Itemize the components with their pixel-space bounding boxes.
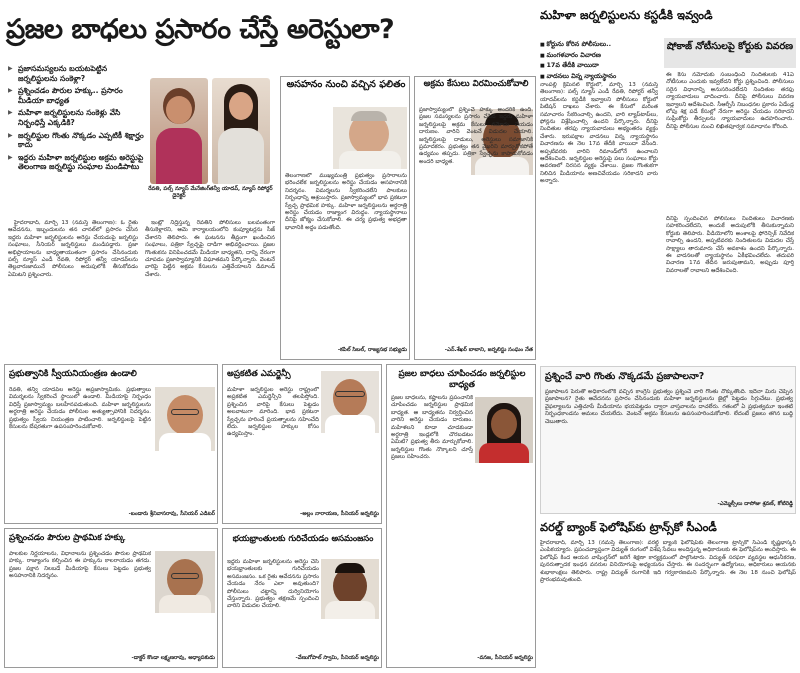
prashnisthe-title: ప్రశ్నించే వారి గొంతు నొక్కడమే ప్రజాపాలనా?	[545, 371, 705, 382]
shokaj-box	[664, 38, 796, 360]
mahila-point: ■ మంగళవారం విచారణ	[540, 51, 660, 62]
revathi-photo	[150, 78, 208, 184]
kapil-sibal-text	[285, 107, 331, 173]
kapil-sibal-photo	[333, 107, 407, 169]
kapil-sibal-title: అసహనం నుంచి వచ్చిన ఫలితం	[286, 79, 406, 90]
bhayabhranthula-box	[222, 528, 382, 668]
mahila-body: నాంపల్లి క్రిమినల్ కోర్టులో, మార్చి 13 (నమస్తే తెలంగాణ): పల్స్ న్యూస్ ఎండీ రేవతి, రిపోర్టర్ తన్వీ యాదవ్‌లను కస్టడీకి ఇవ్వాలని పోలీసులు కోర్టులో పిటిషన్ దాఖలు చేశారు. ఈ కేసులో మరింత సమాచారం సేకరించాల్సి ఉందని, వారి ల్యాప్‌టాప్‌లు, ఫోన్లను విశ్లేషించాల్సి ఉందని పేర్కొన్నారు. దీనిపై నిందితుల తరఫు న్యాయవాదులు అభ్యంతరం వ్యక్తం చేశారు. ఇరుపక్షాల వాదనలు విన్న న్యాయస్థానం విచారణను ఈ నెల 17వ తేదీకి వాయిదా వేసింది. అప్పటివరకు వారిని రిమాండ్‌లోనే ఉంచాలని ఆదేశించింది. జర్నలిస్టుల అరెస్టుపై పలు సంఘాలు కోర్టు ఆవరణలో నిరసన వ్యక్తం చేశాయి. ప్రజల గొంతుకగా నిలిచిన మీడియాను అణచివేయడం సరికాదని వారు అన్నారు.	[540, 82, 658, 185]
bullet-item: ▶ ఇద్దరు మహిళా జర్నలిస్టుల అక్రమ అరెస్టుపై తెలంగాణ జర్నలిస్టు సంఘాల మండిపాటు	[8, 153, 148, 172]
headline-bullets	[8, 64, 148, 175]
shokaj-title: షోకాజ్ నోటీసులపై కోర్టుకు వివరణ	[666, 41, 794, 52]
bullet-item: ▶ మహిళా జర్నలిస్టులను సంకెళ్లు వేసి నిర్బంధిస్తే ఎక్కడికి?	[8, 108, 148, 127]
allam-photo	[321, 371, 379, 433]
prashninchadam-title: ప్రశ్నించడం పౌరుల ప్రాథమిక హక్కు	[9, 533, 126, 543]
kapil-sibal-byline: -కపిల్ సిబల్, రాజ్యసభ సభ్యుడు	[337, 347, 407, 353]
prashninchadam-box	[4, 528, 218, 668]
bandaru-photo	[155, 387, 215, 451]
prashninchadam-body: పాలకుల నిర్ణయాలను, విధానాలను ప్రశ్నించడం పౌరుల ప్రాథమిక హక్కు. రాజ్యాంగం కల్పించిన ఈ హక్కును కాలరాయడం తగదు. ప్రజల పక్షాన నిలబడే మీడియాపై కేసులు పెట్టడం ప్రభుత్వ అసహనానికి నిదర్శనం.	[9, 551, 151, 580]
bullet-item: ▶ ప్రశ్నించడం పౌరుల హక్కు.. ప్రసారం మీడియా బాధ్యత	[8, 86, 148, 105]
prabhutvam-title: ప్రభుత్వానికి స్వీయనియంత్రణ ఉండాలి	[9, 369, 137, 379]
prashnisthe-body: ప్రజాపాలన పేరుతో అధికారంలోకి వచ్చిన కాంగ్రెస్ ప్రభుత్వం ప్రశ్నించే వారి గొంతు నొక్కుతోంది. ఇదేనా మీరు చెప్పిన ప్రజాపాలన? రైతు ఆవేదనను ప్రసారం చేసినందుకు మహిళా జర్నలిస్టులను జైల్లో పెట్టడం సిగ్గుచేటు. ప్రభుత్వ వైఫల్యాలను ఎత్తిచూపే మీడియాను భయపెట్టడం ద్వారా వాస్తవాలను దాచలేరు. గతంలో ఏ ప్రభుత్వమూ ఇంతటి నిర్బంధకాండను అమలు చేయలేదు. వెంటనే అక్రమ కేసులను ఉపసంహరించుకోవాలి. లేదంటే ప్రజలు తగిన బుద్ధి చెబుతారు.	[545, 389, 793, 425]
mahila-point: ■ కోర్టును కోరిన పోలీసులు..	[540, 40, 660, 51]
bullet-item: ▶ ప్రజాసమస్యలను బయటపెట్టిన జర్నలిస్టులను సంకెళ్లా?	[8, 64, 148, 83]
revathi-caption: రేవతి, పల్స్ న్యూస్ మేనేజింగ్ డైరెక్టర్	[148, 186, 210, 199]
bhayabhranthula-body: ఇద్దరు మహిళా జర్నలిస్టులను అరెస్టు చేసి భయభ్రాంతులకు గురిచేయడం అసమంజసం. ఒక రైతు ఆవేదనను ప్రసారం చేయడం నేరం ఎలా అవుతుంది? పోలీసులు చట్టాన్ని దుర్వినియోగం చేస్తున్నారు. ప్రభుత్వం తక్షణమే స్పందించి వారిని విడుదల చేయాలి.	[227, 559, 319, 610]
mahila-point: ■ 17వ తేదీకి వాయిదా	[540, 61, 660, 72]
aprakatitha-box	[222, 364, 382, 524]
mahila-point: ■ వాదనలు విన్న న్యాయస్థానం	[540, 72, 660, 83]
akrama-kesulu-box	[414, 76, 536, 360]
bullet-item: ▶ జర్నలిస్టుల గొంతు నొక్కడం ఎప్పటికీ శిక్షార్హం కాదు	[8, 131, 148, 150]
shokaj-body: ఈ కేసు నమోదుకు సంబంధించి నిందితులకు 41ఏ నోటీసులు ఎందుకు ఇవ్వలేదని కోర్టు ప్రశ్నించింది. పోలీసులు సరైన విధానాన్ని అనుసరించలేదని నిందితుల తరఫు న్యాయవాదులు వాదించారు. దీనిపై పోలీసులు వివరణ ఇవ్వాలని ఆదేశించింది. సీఆర్పీసీ నిబంధనల ప్రకారం ఏడేండ్ల లోపు శిక్ష పడే కేసుల్లో నేరుగా అరెస్టు చేయడం సరికాదని సుప్రీంకోర్టు తీర్పులను న్యాయవాదులు ఉదహరించారు. దీనిపై పోలీసుల నుంచి లిఖితపూర్వక సమాధానం కోరింది.	[666, 72, 794, 130]
prashnisthe-byline: -ఎమ్మెల్సీలు దాసోజు శ్రవణ్, కోటిరెడ్డి	[717, 501, 793, 507]
shokaj-body-2: దీనిపై స్పందించిన పోలీసులు నిందితులు విచారణకు సహకరించలేదని, అందుకే అదుపులోకి తీసుకున్నామని కోర్టుకు తెలిపారు. వీడియోలోని అంశాలపై ఫోరెన్సిక్ నివేదిక రావాల్సి ఉందని, అప్పటివరకు నిందితులను విడుదల చేస్తే సాక్ష్యాలు తారుమారు చేసే అవకాశం ఉందని పేర్కొన్నారు. ఈ వాదనలతో న్యాయస్థానం ఏకీభవించలేదు. తదుపరి విచారణ 17వ తేదీన జరుపుతామని, అప్పుడు పూర్తి వివరాలతో రావాలని ఆదేశించింది.	[666, 216, 794, 274]
prajala-box	[386, 364, 536, 668]
kapil-sibal-box	[280, 76, 410, 360]
aprakatitha-body: మహిళా జర్నలిస్టుల అరెస్టు రాష్ట్రంలో అప్రకటిత ఎమర్జెన్సీని తలపిస్తోంది. ప్రశ్నించిన వారిపై కేసులు పెట్టడం అలవాటుగా మారింది. భావ ప్రకటనా స్వేచ్ఛను హరించే ప్రయత్నాలను సహించేది లేదు. జర్నలిస్టుల హక్కుల కోసం ఉద్యమిస్తాం.	[227, 387, 319, 438]
akrama-kesulu-byline: -ఎన్.శేఖర్ బాబాని, జర్నలిస్టు సంఘం నేత	[444, 347, 533, 353]
aprakatitha-byline: -అల్లం నారాయణ, సీనియర్ జర్నలిస్టు	[299, 511, 379, 517]
bhayabhranthula-title: భయభ్రాంతులకు గురిచేయడం అసమంజసం	[232, 533, 374, 543]
venugopal-photo	[321, 559, 379, 619]
worldbank-title: వరల్డ్ బ్యాంక్ ఫెలోషిప్‌కు ట్రాన్స్‌కో సీఎండీ	[540, 520, 717, 534]
intro-article-right: ఇంట్లో నిద్రిస్తున్న రేవతిని పోలీసులు బలవంతంగా తీసుకెళ్లారని, ఆమె కార్యాలయంలోని కంప్యూటర్లను సీజ్ చేశారని తెలిపారు. ఈ ఘటనను తీవ్రంగా ఖండించిన సంఘాలు, పత్రికా స్వేచ్ఛపై దాడిగా అభివర్ణించాయి. ప్రజల గొంతుకను వినిపించడమే మీడియా బాధ్యతని, దాన్ని నేరంగా చూపడం ప్రజాస్వామ్యానికి విఘాతమని పేర్కొన్నారు. వెంటనే వారిపై పెట్టిన అక్రమ కేసులను ఎత్తివేయాలని డిమాండ్ చేశారు.	[145, 220, 275, 278]
prabhutvam-body: రేవతి, తన్వీ యాదవ్‌ల అరెస్టు అప్రజాస్వామికం. ప్రభుత్వాలు విమర్శలను స్వీకరించే స్థాయిలో ఉండాలి. మీడియాపై నిర్బంధం విధిస్తే ప్రజాస్వామ్యం బలహీనపడుతుంది. మహిళా జర్నలిస్టులను అర్ధరాత్రి అరెస్టు చేయడం పోలీసుల అత్యుత్సాహానికి నిదర్శనం. ప్రభుత్వం స్వీయ నియంత్రణ పాటించాలి. జర్నలిస్టులపై పెట్టిన కేసులను బేషరతుగా ఉపసంహరించుకోవాలి.	[9, 387, 151, 431]
vanaja-photo	[475, 397, 533, 463]
aprakatitha-title: అప్రకటిత ఎమర్జెన్సీ	[227, 369, 291, 379]
akrama-kesulu-title: అక్రమ కేసులు విరమించుకోవాలి	[423, 79, 529, 89]
prabhutvam-box	[4, 364, 218, 524]
prajala-body: ప్రజల బాధలను, కష్టాలను ప్రపంచానికి చూపించడం జర్నలిస్టుల ప్రాథమిక బాధ్యత. ఆ బాధ్యతను నిర్వర్తించిన వారిని అరెస్టు చేయడం దారుణం. మహిళలని కూడా చూడకుండా అర్ధరాత్రి ఇండ్లలోకి చొరబడటం ఏమిటి? ప్రభుత్వ తీరు మార్చుకోవాలి. జర్నలిస్టుల గొంతు నొక్కాలని చూస్తే ప్రజలు సహించరు.	[391, 395, 473, 461]
kapil-sibal-body: తెలంగాణలో ముఖ్యమంత్రి ప్రభుత్వం ప్రసారాలను భరించలేక జర్నలిస్టులను అరెస్టు చేయడం అసహనానికి నిదర్శనం. విమర్శలను స్వీకరించలేని పాలకులు నిర్బంధాన్ని ఆశ్రయిస్తారు. ప్రజాస్వామ్యంలో భావ ప్రకటనా స్వేచ్ఛ ప్రాథమిక హక్కు. మహిళా జర్నలిస్టులను అర్ధరాత్రి అరెస్టు చేయడం రాజ్యాంగ విరుద్ధం. న్యాయస్థానాలు దీనిపై జోక్యం చేసుకోవాలి. ఈ చర్య ప్రభుత్వ అభద్రతా భావానికి అద్దం పడుతోంది.	[285, 173, 407, 231]
worldbank-body: హైదరాబాద్, మార్చి 13 (నమస్తే తెలంగాణ): వరల్డ్ బ్యాంక్ ఫెలోషిప్‌కు తెలంగాణ ట్రాన్స్‌కో సీఎండీ కృష్ణభాస్కర్ ఎంపికయ్యారు. ప్రపంచవ్యాప్తంగా విద్యుత్ రంగంలో విశేష సేవలు అందిస్తున్న అధికారులకు ఈ ఫెలోషిప్‌ను అందిస్తారు. ఈ ఫెలోషిప్ కింద ఆయన వాషింగ్టన్‌లో జరిగే శిక్షణా కార్యక్రమంలో పాల్గొంటారు. విద్యుత్ సరఫరా వ్యవస్థల ఆధునీకరణ, పునరుత్పాదక ఇంధన వనరుల వినియోగంపై అధ్యయనం చేస్తారు. ఈ సందర్భంగా ఉద్యోగులు, అధికారులు ఆయనకు శుభాకాంక్షలు తెలిపారు. రాష్ట్ర విద్యుత్ రంగానికి ఇది గర్వకారణమని పేర్కొన్నారు. ఈ నెల 18 నుంచి ఫెలోషిప్ ప్రారంభమవుతుంది.	[540, 540, 796, 584]
prashninchadam-byline: -డాక్టర్ కొండా లక్ష్మణరావు, అధ్యాపకుడు	[131, 655, 215, 661]
tanvi-caption: తన్వీ యాదవ్, న్యూస్ రిపోర్టర్	[209, 186, 273, 192]
mahila-points	[540, 40, 660, 82]
mahila-title: మహిళా జర్నలిస్టులను కస్టడీకి ఇవ్వండి	[540, 8, 713, 22]
bhayabhranthula-byline: -వేణుగోపాల్ స్వామి, సీనియర్ జర్నలిస్టు	[295, 655, 379, 661]
prabhutvam-byline: -బండారు శ్రీనివాసరావు, సీనియర్ ఎడిటర్	[128, 511, 215, 517]
prajala-title: ప్రజల బాధలు చూపించడం జర్నలిస్టుల బాధ్యత	[398, 369, 526, 390]
tanvi-photo	[212, 78, 270, 184]
intro-article-left: హైదరాబాద్, మార్చి 13 (నమస్తే తెలంగాణ): ఓ రైతు ఆవేదనను, ఇబ్బందులను తన చానల్‌లో ప్రసారం చేసిన ఇద్దరు మహిళా జర్నలిస్టులను అరెస్టు చేయడంపై జర్నలిస్టు సంఘాలు, సీనియర్ జర్నలిస్టులు మండిపడ్డారు. ప్రజా అభిప్రాయాలను బాధ్యతాయుతంగా ప్రసారం చేసినందుకు పల్స్ న్యూస్ ఎండీ రేవతి, రిపోర్టర్ తన్వీ యాదవ్‌లను తెల్లవారుజామునే పోలీసులు అదుపులోకి తీసుకోవడం ఏమిటని ప్రశ్నించారు.	[8, 220, 138, 278]
konda-photo	[155, 551, 215, 613]
prajala-byline: -వనజ, సీనియర్ జర్నలిస్టు	[477, 655, 533, 661]
main-headline: ప్రజల బాధలు ప్రసారం చేస్తే అరెస్టులా?	[6, 14, 395, 45]
prashnisthe-box	[540, 366, 796, 514]
akrama-kesulu-body: ప్రజాస్వామ్యంలో ప్రశ్నించే హక్కు అందరికీ ఉంది. ప్రజల సమస్యలను ప్రసారం చేసిన ఇద్దరు మహిళా జర్నలిస్టులపై అక్రమ కేసులు నమోదు చేయడం దారుణం. వారిని వెంటనే విడుదల చేయాలి. జర్నలిస్టులపై దాడులు, అరెస్టులు సమాజానికి ప్రమాదకరం. ప్రభుత్వం తన వైఖరిని మార్చుకోకపోతే ఉద్యమం తప్పదు. పత్రికా స్వేచ్ఛను కాపాడుకోవడం అందరి బాధ్యత.	[419, 107, 533, 165]
